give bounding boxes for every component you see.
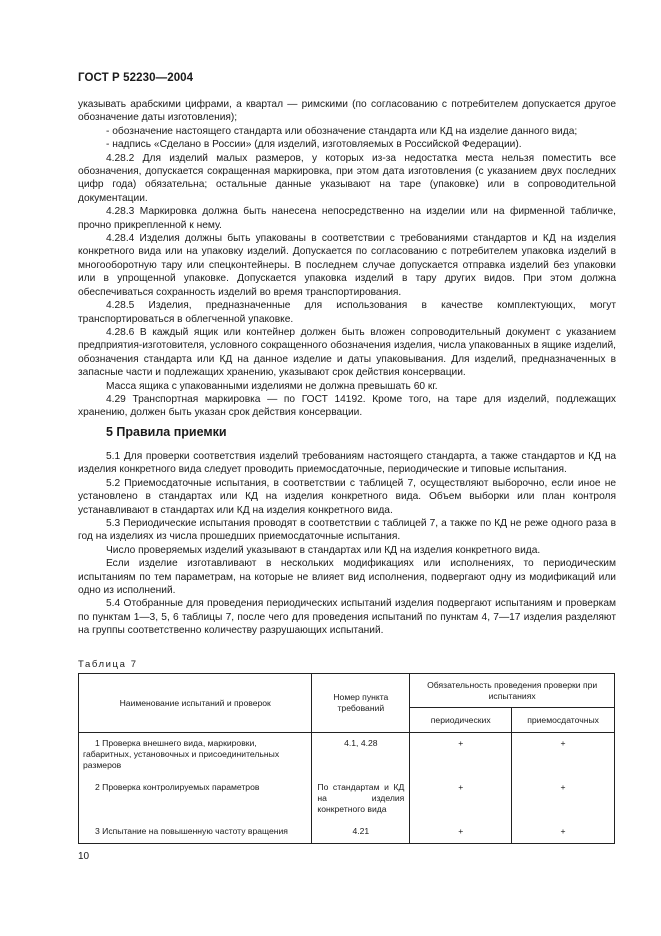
section-heading: 5 Правила приемки bbox=[106, 425, 227, 439]
table-cell-acceptance: + bbox=[512, 733, 615, 778]
table-row bbox=[79, 821, 615, 844]
list-item: - надпись «Сделано в России» (для изделий, изготовляемых в Российской Федерации). bbox=[106, 139, 522, 151]
table-cell-acceptance: + bbox=[512, 777, 615, 821]
table-cell-acceptance: + bbox=[512, 821, 615, 844]
table-row bbox=[79, 777, 615, 821]
page-number: 10 bbox=[78, 851, 90, 862]
table-cell-periodic: + bbox=[410, 821, 512, 844]
paragraph-5-4: 5.4 Отобранные для проведения периодических испытаний изделия подвергают испытаниям и проверкам по пунктам 1—3, 5, 6 таблицы 7, после чего для проведения испытаний по пунктам 4, 7—17 изделия разделяют на группы соответственно количеству разрушающих испытаний. bbox=[78, 598, 616, 637]
paragraph-4-29: 4.29 Транспортная маркировка — по ГОСТ 14192. Кроме того, на таре для изделий, подлежащих хранению, должен быть указан срок действия консервации. bbox=[78, 393, 616, 419]
table-caption: Таблица 7 bbox=[78, 659, 138, 670]
paragraph-4-28-5: 4.28.5 Изделия, предназначенные для использования в качестве комплектующих, могут транспортироваться в облегченной упаковке. bbox=[78, 300, 616, 325]
table-cell-ref: По стандартам и КД на изделия конкретного вида bbox=[312, 777, 410, 821]
column-header-name: Наименование испытаний и проверок bbox=[79, 674, 312, 733]
paragraph-5-1: 5.1 Для проверки соответствия изделий требованиям настоящего стандарта, а также стандартов и КД на изделия конкретного вида следует проводить приемосдаточные, периодические и типовые испытания. bbox=[78, 451, 616, 476]
paragraph-5-3: 5.3 Периодические испытания проводят в соответствии с таблицей 7, а также по КД не реже одного раза в год на изделиях из числа прошедших приемосдаточные испытания. bbox=[78, 518, 616, 543]
paragraph-4-28-3: 4.28.3 Маркировка должна быть нанесена непосредственно на изделии или на фирменной табличке, прочно прикрепленной к нему. bbox=[78, 206, 616, 231]
document-header: ГОСТ Р 52230—2004 bbox=[78, 72, 194, 84]
column-header-periodic: периодических bbox=[410, 708, 512, 733]
requirements-table bbox=[78, 673, 615, 844]
paragraph-5-2: 5.2 Приемосдаточные испытания, в соответствии с таблицей 7, осуществляют выборочно, если иное не установлено в стандартах или КД на изделия конкретного вида. Объем выборки или план контроля устанавливают в стандартах или КД на изделия конкретного вида. bbox=[78, 477, 616, 516]
column-header-obligation: Обязательность проведения проверки при испытаниях bbox=[410, 674, 615, 708]
section-5-text bbox=[78, 450, 616, 638]
paragraph-4-28-2: 4.28.2 Для изделий малых размеров, у которых из-за недостатка места нельзя поместить все обозначения, допускается сокращенная маркировка, при этом дата изготовления (с указанием двух последних цифр года) обязательна; остальные данные указывают на таре (упаковке) или в сопроводительной документации. bbox=[78, 152, 616, 204]
table-cell-ref: 4.1, 4.28 bbox=[312, 733, 410, 778]
table-cell-ref: 4.21 bbox=[312, 821, 410, 844]
body-text bbox=[78, 98, 616, 420]
paragraph-4-28-6: 4.28.6 В каждый ящик или контейнер должен быть вложен сопроводительный документ с указанием предприятия-изготовителя, условного сокращенного обозначения изделия, числа упакованных в ящике изделий, обозначения стандарта или КД на данное изделие и даты упаковывания. Для изделий, предназначенных в запасные части и подлежащих хранению, указывают срок действия консервации. bbox=[78, 326, 616, 379]
column-header-acceptance: приемосдаточных bbox=[512, 708, 615, 733]
paragraph-sample-count: Число проверяемых изделий указывают в стандартах или КД на изделия конкретного вида. bbox=[106, 544, 541, 556]
table-cell-periodic: + bbox=[410, 733, 512, 778]
paragraph-modifications: Если изделие изготавливают в нескольких модификациях или исполнениях, то периодическим испытаниям по тем параметрам, на которые не влияет вид исполнения, подвергают одну из модификаций или одно из исполнений. bbox=[78, 558, 616, 597]
list-item: - обозначение настоящего стандарта или обозначение стандарта или КД на изделие данного вида; bbox=[106, 125, 578, 137]
column-header-ref: Номер пункта требований bbox=[312, 674, 410, 733]
table-cell-name: 2 Проверка контролируемых параметров bbox=[95, 782, 260, 792]
table-cell-periodic: + bbox=[410, 777, 512, 821]
table-row bbox=[79, 733, 615, 778]
paragraph: указывать арабскими цифрами, а квартал — римскими (по согласованию с потребителем допускается другое обозначение даты изготовления); bbox=[78, 99, 616, 124]
paragraph-mass: Масса ящика с упакованными изделиями не должна превышать 60 кг. bbox=[106, 380, 438, 392]
paragraph-4-28-4: 4.28.4 Изделия должны быть упакованы в соответствии с требованиями стандартов и КД на изделия конкретного вида или на упаковку изделий. Допускается по согласованию с потребителем упаковка изделий в многооборотную тару или спецконтейнеры. В последнем случае допускается отправка изделий без упаковки или в упрощенной упаковке. Допускается упаковка изделий в тару других видов. При этом должна обеспечиваться сохранность изделий во время транспортирования. bbox=[78, 233, 616, 298]
table-cell-name: 1 Проверка внешнего вида, маркировки, габаритных, установочных и присоединительных размеров bbox=[83, 738, 280, 770]
table-cell-name: 3 Испытание на повышенную частоту вращения bbox=[95, 826, 288, 836]
